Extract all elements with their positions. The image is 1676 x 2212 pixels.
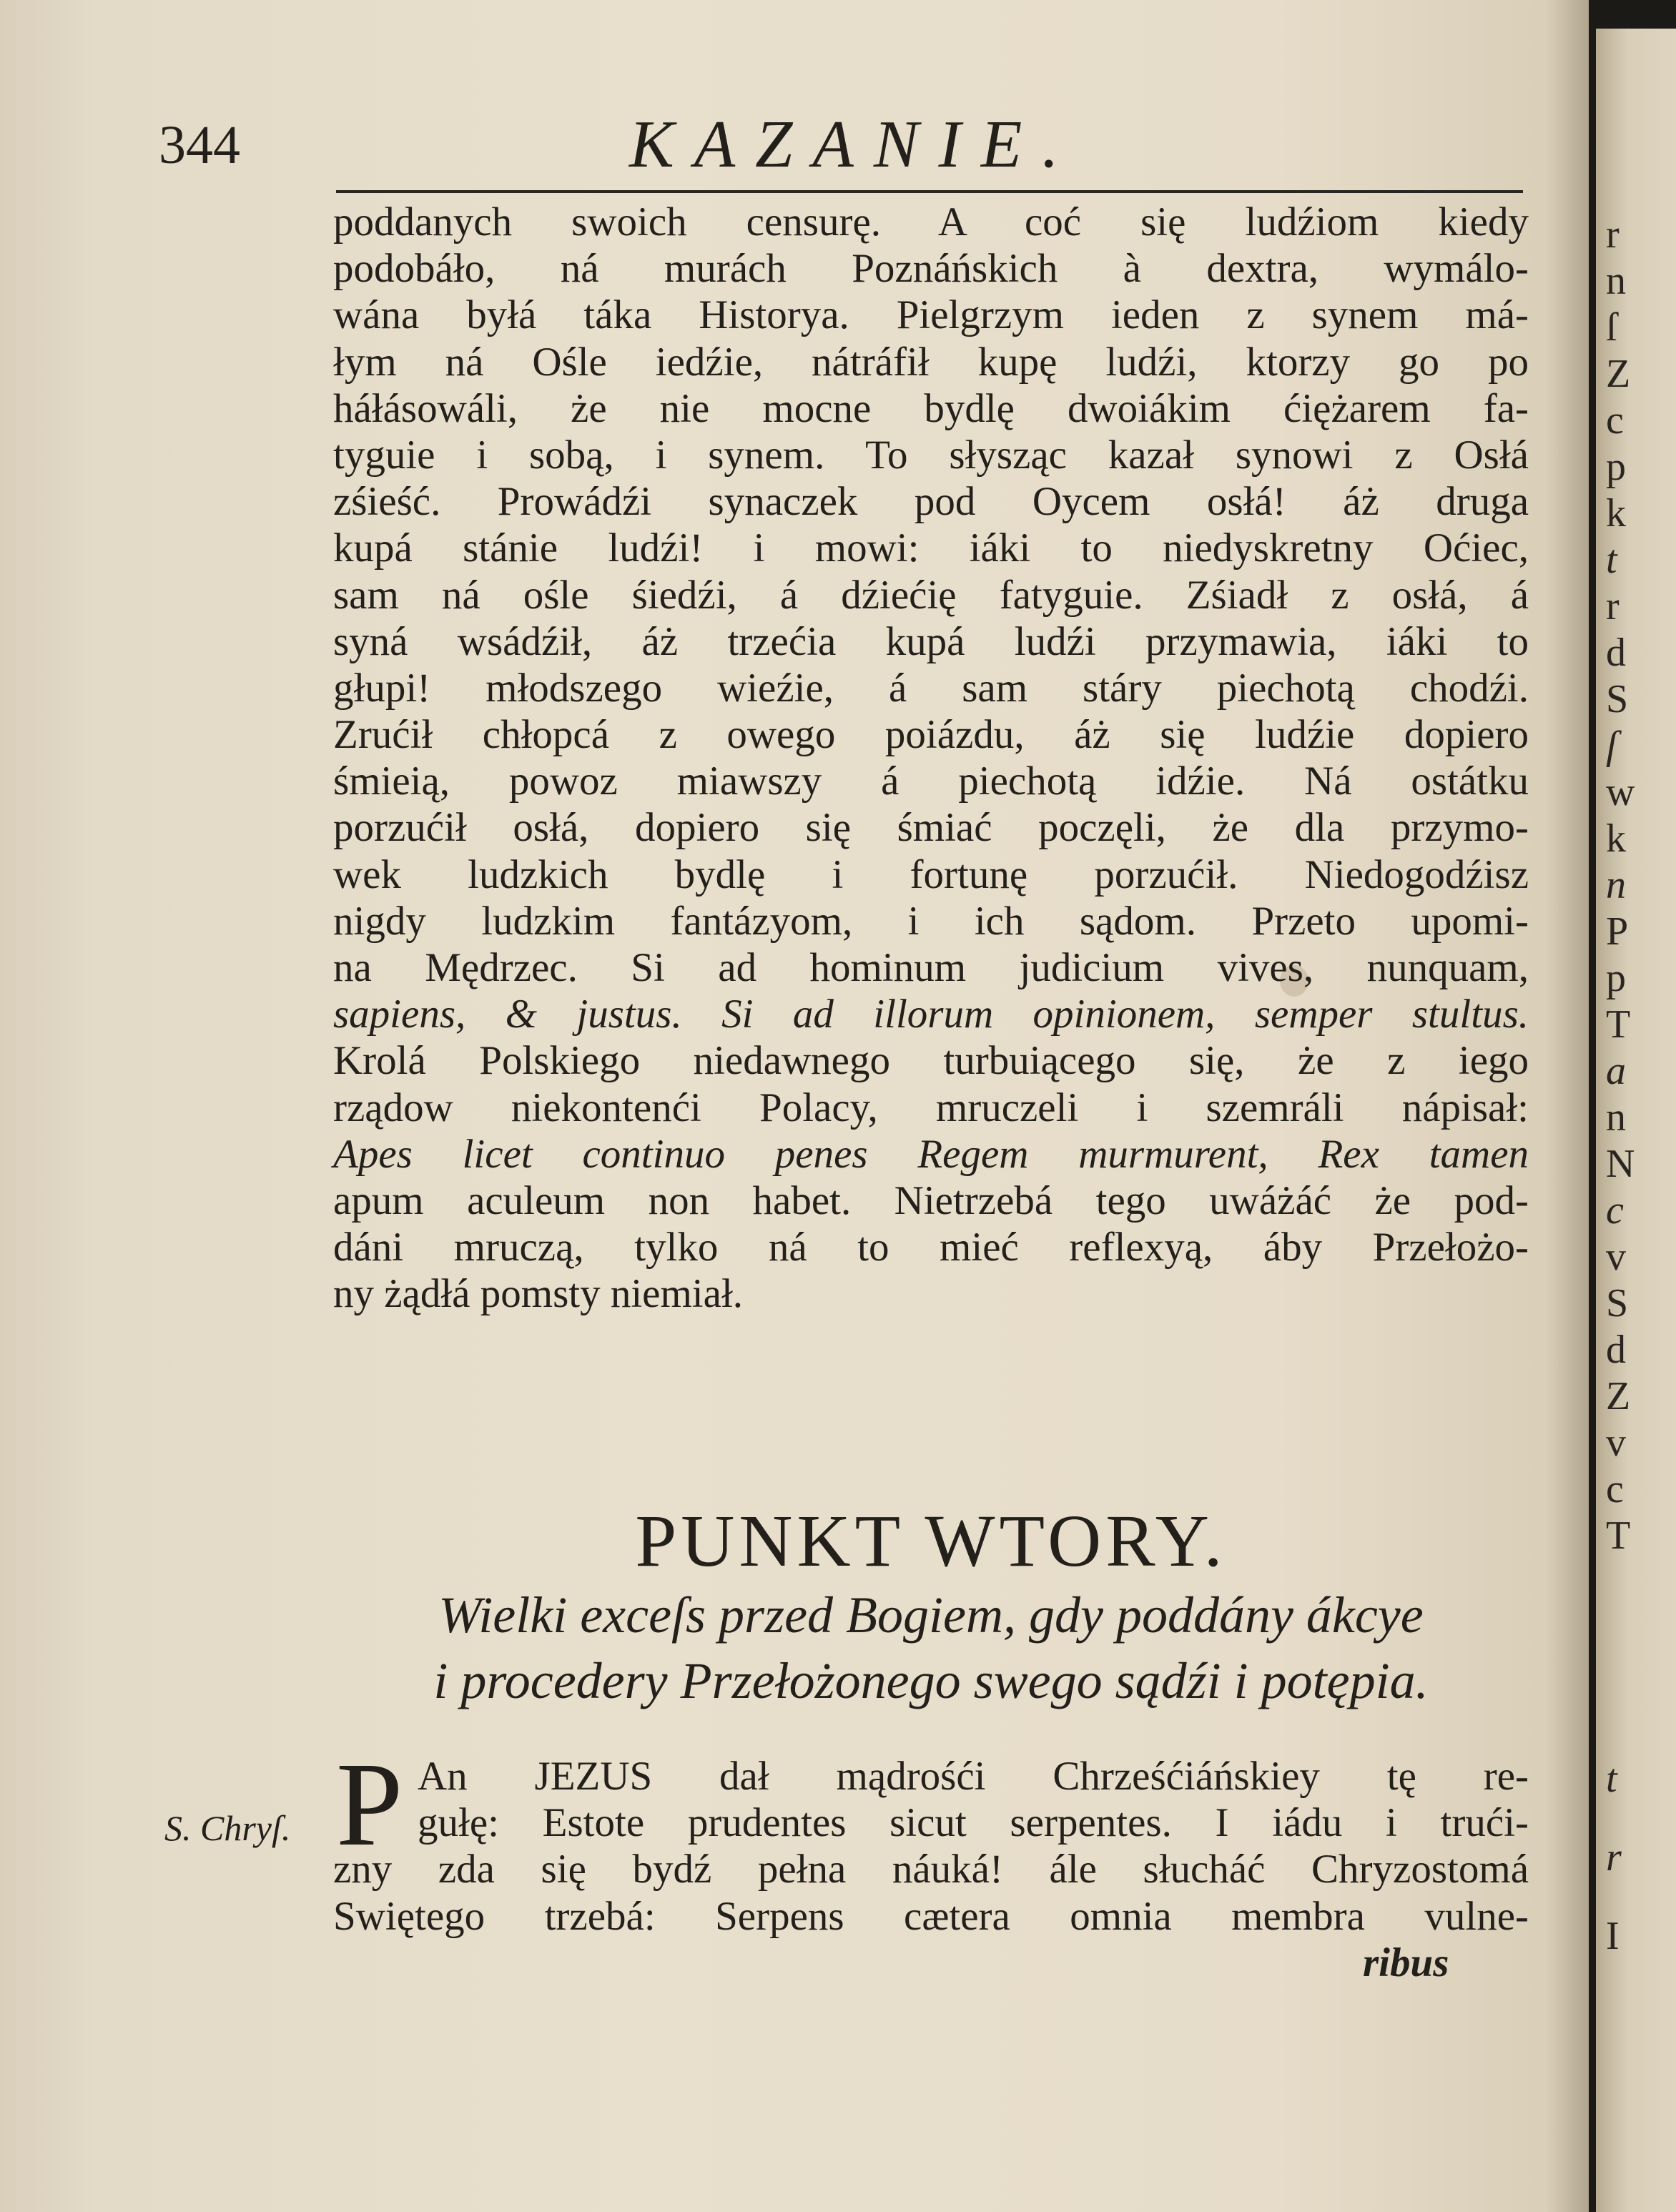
adjacent-letter: n [1606,863,1626,907]
text-line: głupi! młodszego wieźie, á sam stáry piechotą chodźi. [333,665,1529,711]
text-line: śmieią, powoz miawszy á piechotą idźie. Ná ostátku [333,759,1529,804]
text-line: porzućił osłá, dopiero się śmiać poczęli, że dla przymo- [333,805,1529,851]
adjacent-letter: Z [1606,1374,1631,1418]
text-line: nigdy ludzkim fantázyom, i ich sądom. Przeto upomi- [333,898,1529,944]
text-line: dáni mruczą, tylko ná to mieć reflexyą, áby Przełożo- [333,1225,1529,1270]
adjacent-letter: a [1606,1049,1626,1093]
text-line: apum aculeum non habet. Nietrzebá tego uwáżáć że pod- [333,1177,1529,1223]
text-line: kupá stánie ludźi! i mowi: iáki to niedyskretny Oćiec, [333,525,1529,571]
running-head: KAZANIE. [629,107,1079,182]
adjacent-letter: c [1606,1188,1624,1233]
adjacent-page-edge [1596,29,1676,2212]
section-heading: PUNKT WTORY. [635,1500,1227,1582]
text-line: poddanych swoich censurę. A coć się ludźiom kiedy [333,199,1529,245]
adjacent-letter: t [1606,538,1617,582]
section-subtitle-line-1: Wielki exceſs przed Bogiem, gdy poddány ákcye [438,1586,1424,1644]
section-subtitle-line-2: i procedery Przełożonego swego sądźi i potępia. [433,1652,1429,1709]
header-rule [336,190,1523,193]
adjacent-letter: k [1606,816,1626,861]
text-line: łym ná Ośle iedźie, nátráfił kupę ludźi, ktorzy go po [333,339,1529,385]
adjacent-letter: p [1606,445,1626,489]
adjacent-letter: P [1606,909,1629,954]
adjacent-letter: c [1606,398,1624,443]
adjacent-letter: w [1606,770,1635,814]
text-line: ny żądłá pomsty niemiał. [333,1271,744,1317]
text-line: wek ludzkich bydlę i fortunę porzućił. Niedogodźisz [333,851,1529,897]
page-number: 344 [159,115,240,175]
catchword: ribus [1363,1940,1449,1985]
adjacent-letter: S [1606,1281,1629,1325]
text-line: wána byłá táka Historya. Pielgrzym ieden z synem má- [333,292,1529,338]
adjacent-letter: d [1606,631,1626,675]
adjacent-letter: N [1606,1142,1635,1186]
adjacent-letter: ſ [1606,724,1617,768]
text-line: sam ná ośle śiedźi, á dźiećię fatyguie. Zśiadł z osłá, á [333,572,1529,618]
adjacent-letter: t [1606,1757,1617,1801]
text-line: zny zda się bydź pełna náuká! ále słucháć Chryzostomá [333,1847,1529,1892]
adjacent-letter: p [1606,956,1626,1000]
adjacent-letter: S [1606,677,1629,721]
text-line: syná wsádźił, áż trzećia kupá ludźi przymawia, iáki to [333,618,1529,664]
adjacent-letter: v [1606,1235,1626,1279]
text-line: gułę: Estote prudentes sicut serpentes. I iádu i trući- [418,1800,1529,1846]
text-line-italic: Apes licet continuo penes Regem murmurent, Rex tamen [333,1131,1529,1177]
adjacent-letter: n [1606,1095,1626,1140]
text-line-italic: sapiens, & justus. Si ad illorum opinionem, semper stultus. [333,992,1529,1037]
adjacent-letter: I [1606,1914,1620,1958]
drop-cap: P [336,1738,403,1871]
text-line: Swiętego trzebá: Serpens cætera omnia membra vulne- [333,1893,1529,1939]
adjacent-letter: k [1606,491,1626,535]
text-line: na Mędrzec. Si ad hominum judicium vives, nunquam, [333,945,1529,990]
paragraph-2 [333,1753,1529,1986]
adjacent-letter: n [1606,259,1626,303]
text-line: podobáło, ná murách Poznáńskich à dextra, wymálo- [333,246,1529,292]
adjacent-letter: T [1606,1002,1631,1047]
adjacent-letter: Z [1606,352,1631,396]
text-line: Krolá Polskiego niedawnego turbuiącego się, że z iego [333,1038,1529,1084]
margin-note: S. Chryſ. [164,1808,291,1848]
adjacent-letter: T [1606,1514,1631,1558]
adjacent-letter: d [1606,1328,1626,1372]
adjacent-letter: c [1606,1467,1624,1511]
adjacent-letter: ſ [1606,305,1617,350]
adjacent-letter: r [1606,1835,1622,1880]
text-line: tyguie i sobą, i synem. To słysząc kazał synowi z Osłá [333,432,1529,478]
text-line: háłásowáli, że nie mocne bydlę dwoiákim ćiężarem fa- [333,385,1529,431]
text-line: rządow niekontenći Polacy, mruczeli i szemráli nápisał: [333,1085,1529,1130]
paragraph-1 [333,199,1529,1318]
adjacent-letter: v [1606,1421,1626,1465]
adjacent-letter: r [1606,212,1620,257]
adjacent-letter: r [1606,584,1620,628]
text-line: zśieść. Prowádźi synaczek pod Oycem osłá! áż druga [333,479,1529,525]
text-line: Zrućił chłopcá z owego poiázdu, áż się ludźie dopiero [333,712,1529,758]
text-line: An JEZUS dał mądrośći Chrześćiáńskiey tę re- [418,1754,1529,1799]
